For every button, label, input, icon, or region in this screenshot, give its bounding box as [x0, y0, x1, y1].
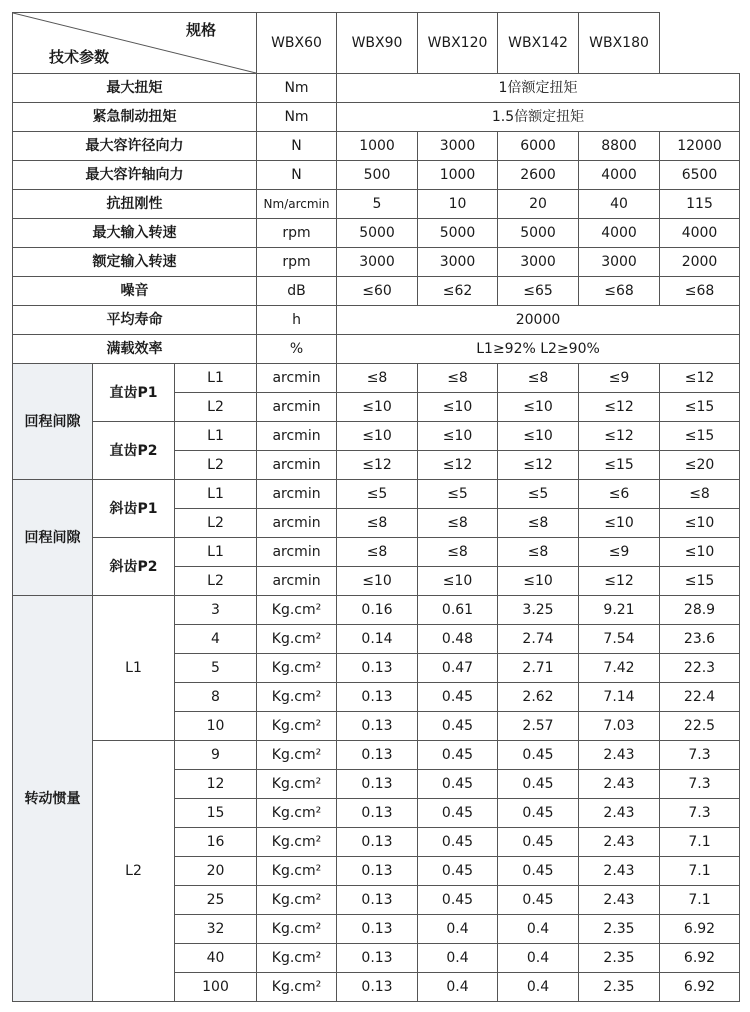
- backlash-value: ≤12: [418, 451, 498, 480]
- backlash-value: ≤9: [579, 538, 660, 567]
- inertia-unit: Kg.cm²: [257, 973, 337, 1002]
- backlash-unit: arcmin: [257, 509, 337, 538]
- backlash-row: [13, 364, 740, 393]
- backlash-group-label: 回程间隙: [13, 364, 93, 480]
- param-row: [13, 161, 740, 190]
- inertia-value: 0.4: [498, 944, 579, 973]
- inertia-unit: Kg.cm²: [257, 828, 337, 857]
- inertia-value: 6.92: [660, 944, 740, 973]
- inertia-unit: Kg.cm²: [257, 712, 337, 741]
- inertia-unit: Kg.cm²: [257, 741, 337, 770]
- backlash-value: ≤12: [498, 451, 579, 480]
- param-unit: Nm/arcmin: [257, 190, 337, 219]
- backlash-value: ≤8: [418, 364, 498, 393]
- inertia-value: 0.45: [418, 886, 498, 915]
- inertia-value: 0.45: [418, 799, 498, 828]
- backlash-value: ≤10: [337, 567, 418, 596]
- model-header: WBX180: [579, 13, 660, 74]
- param-name: 最大容许轴向力: [13, 161, 257, 190]
- param-row: [13, 74, 740, 103]
- param-row: [13, 132, 740, 161]
- backlash-row: [13, 480, 740, 509]
- inertia-value: 6.92: [660, 973, 740, 1002]
- inertia-value: 7.1: [660, 857, 740, 886]
- param-value: 3000: [418, 132, 498, 161]
- backlash-row: [13, 422, 740, 451]
- inertia-value: 0.13: [337, 973, 418, 1002]
- backlash-value: ≤10: [337, 393, 418, 422]
- stage-label: L1: [175, 538, 257, 567]
- param-value: 20: [498, 190, 579, 219]
- inertia-value: 0.13: [337, 857, 418, 886]
- model-header: WBX120: [418, 13, 498, 74]
- inertia-value: 7.3: [660, 799, 740, 828]
- gear-type-label: 斜齿P1: [93, 480, 175, 538]
- param-value: 12000: [660, 132, 740, 161]
- param-name: 最大扭矩: [13, 74, 257, 103]
- param-value: 40: [579, 190, 660, 219]
- inertia-row: [13, 741, 740, 770]
- param-name: 最大容许径向力: [13, 132, 257, 161]
- param-row: [13, 248, 740, 277]
- backlash-value: ≤10: [337, 422, 418, 451]
- param-value: 3000: [579, 248, 660, 277]
- param-value-merged: 1倍额定扭矩: [337, 74, 740, 103]
- inertia-value: 0.45: [418, 770, 498, 799]
- inertia-value: 2.35: [579, 915, 660, 944]
- backlash-value: ≤10: [660, 509, 740, 538]
- ratio-value: 100: [175, 973, 257, 1002]
- header-row: [13, 13, 740, 74]
- model-header: WBX60: [257, 13, 337, 74]
- inertia-value: 0.4: [498, 915, 579, 944]
- inertia-value: 2.43: [579, 886, 660, 915]
- param-value: 5000: [418, 219, 498, 248]
- param-value: 6500: [660, 161, 740, 190]
- ratio-value: 4: [175, 625, 257, 654]
- param-value: 6000: [498, 132, 579, 161]
- ratio-value: 10: [175, 712, 257, 741]
- inertia-unit: Kg.cm²: [257, 857, 337, 886]
- inertia-value: 2.35: [579, 973, 660, 1002]
- param-value: ≤68: [579, 277, 660, 306]
- param-unit: h: [257, 306, 337, 335]
- inertia-value: 0.45: [418, 683, 498, 712]
- param-row: [13, 277, 740, 306]
- backlash-value: ≤8: [498, 364, 579, 393]
- inertia-value: 2.62: [498, 683, 579, 712]
- param-value: 2600: [498, 161, 579, 190]
- inertia-value: 0.45: [418, 857, 498, 886]
- inertia-value: 0.13: [337, 683, 418, 712]
- ratio-value: 16: [175, 828, 257, 857]
- inertia-label: 转动惯量: [13, 596, 93, 1002]
- inertia-value: 23.6: [660, 625, 740, 654]
- param-name: 噪音: [13, 277, 257, 306]
- model-header: WBX90: [337, 13, 418, 74]
- stage-label: L1: [175, 364, 257, 393]
- param-value: 10: [418, 190, 498, 219]
- inertia-unit: Kg.cm²: [257, 654, 337, 683]
- inertia-value: 7.1: [660, 886, 740, 915]
- param-value-merged: 20000: [337, 306, 740, 335]
- backlash-value: ≤15: [660, 422, 740, 451]
- inertia-value: 7.14: [579, 683, 660, 712]
- backlash-value: ≤5: [498, 480, 579, 509]
- inertia-value: 7.42: [579, 654, 660, 683]
- inertia-value: 0.61: [418, 596, 498, 625]
- inertia-value: 7.3: [660, 770, 740, 799]
- param-value: ≤68: [660, 277, 740, 306]
- ratio-value: 8: [175, 683, 257, 712]
- inertia-value: 0.45: [498, 828, 579, 857]
- inertia-value: 2.35: [579, 944, 660, 973]
- backlash-value: ≤12: [337, 451, 418, 480]
- param-value: ≤62: [418, 277, 498, 306]
- param-unit: Nm: [257, 103, 337, 132]
- param-value-merged: 1.5倍额定扭矩: [337, 103, 740, 132]
- stage-label: L2: [175, 509, 257, 538]
- inertia-unit: Kg.cm²: [257, 683, 337, 712]
- inertia-unit: Kg.cm²: [257, 596, 337, 625]
- param-value: 2000: [660, 248, 740, 277]
- inertia-value: 22.5: [660, 712, 740, 741]
- param-row: [13, 219, 740, 248]
- param-value: 4000: [579, 161, 660, 190]
- stage-label: L2: [175, 451, 257, 480]
- inertia-value: 28.9: [660, 596, 740, 625]
- header-diagonal-cell: [13, 13, 257, 74]
- backlash-value: ≤12: [579, 422, 660, 451]
- ratio-value: 15: [175, 799, 257, 828]
- backlash-unit: arcmin: [257, 480, 337, 509]
- param-value: 1000: [418, 161, 498, 190]
- ratio-value: 32: [175, 915, 257, 944]
- backlash-value: ≤20: [660, 451, 740, 480]
- inertia-value: 2.43: [579, 770, 660, 799]
- param-unit: N: [257, 132, 337, 161]
- inertia-value: 22.3: [660, 654, 740, 683]
- inertia-value: 7.03: [579, 712, 660, 741]
- param-value: 3000: [498, 248, 579, 277]
- param-name: 额定输入转速: [13, 248, 257, 277]
- inertia-value: 2.57: [498, 712, 579, 741]
- param-value: 115: [660, 190, 740, 219]
- inertia-value: 0.13: [337, 944, 418, 973]
- inertia-value: 0.4: [498, 973, 579, 1002]
- param-unit: rpm: [257, 219, 337, 248]
- inertia-value: 0.45: [498, 799, 579, 828]
- param-name: 满载效率: [13, 335, 257, 364]
- inertia-value: 0.4: [418, 944, 498, 973]
- ratio-value: 25: [175, 886, 257, 915]
- backlash-value: ≤8: [337, 509, 418, 538]
- inertia-value: 0.13: [337, 712, 418, 741]
- ratio-value: 40: [175, 944, 257, 973]
- gear-type-label: 直齿P2: [93, 422, 175, 480]
- inertia-value: 0.47: [418, 654, 498, 683]
- inertia-value: 0.45: [498, 741, 579, 770]
- spec-label: 规格: [186, 21, 217, 39]
- stage-label: L1: [175, 480, 257, 509]
- backlash-value: ≤8: [660, 480, 740, 509]
- backlash-value: ≤8: [498, 538, 579, 567]
- inertia-value: 0.45: [418, 712, 498, 741]
- inertia-value: 0.13: [337, 654, 418, 683]
- inertia-unit: Kg.cm²: [257, 886, 337, 915]
- backlash-value: ≤15: [660, 393, 740, 422]
- inertia-value: 0.13: [337, 799, 418, 828]
- backlash-value: ≤10: [498, 567, 579, 596]
- inertia-unit: Kg.cm²: [257, 770, 337, 799]
- backlash-value: ≤10: [418, 422, 498, 451]
- param-unit: %: [257, 335, 337, 364]
- inertia-value: 0.4: [418, 915, 498, 944]
- inertia-value: 0.45: [498, 770, 579, 799]
- gear-type-label: 直齿P1: [93, 364, 175, 422]
- backlash-unit: arcmin: [257, 393, 337, 422]
- param-row: [13, 103, 740, 132]
- backlash-value: ≤10: [418, 393, 498, 422]
- param-value: 1000: [337, 132, 418, 161]
- backlash-value: ≤12: [579, 393, 660, 422]
- backlash-value: ≤5: [418, 480, 498, 509]
- inertia-value: 0.13: [337, 915, 418, 944]
- backlash-unit: arcmin: [257, 364, 337, 393]
- ratio-value: 20: [175, 857, 257, 886]
- backlash-value: ≤8: [418, 538, 498, 567]
- backlash-value: ≤8: [498, 509, 579, 538]
- param-value: 5000: [337, 219, 418, 248]
- backlash-value: ≤12: [579, 567, 660, 596]
- backlash-value: ≤15: [660, 567, 740, 596]
- backlash-value: ≤8: [418, 509, 498, 538]
- inertia-value: 0.13: [337, 741, 418, 770]
- backlash-value: ≤10: [498, 422, 579, 451]
- inertia-value: 7.1: [660, 828, 740, 857]
- inertia-unit: Kg.cm²: [257, 625, 337, 654]
- inertia-value: 9.21: [579, 596, 660, 625]
- inertia-value: 0.14: [337, 625, 418, 654]
- backlash-unit: arcmin: [257, 422, 337, 451]
- backlash-group-label: 回程间隙: [13, 480, 93, 596]
- param-row: [13, 190, 740, 219]
- inertia-value: 22.4: [660, 683, 740, 712]
- inertia-value: 0.45: [498, 886, 579, 915]
- param-value: 8800: [579, 132, 660, 161]
- inertia-value: 6.92: [660, 915, 740, 944]
- param-name: 抗扭刚性: [13, 190, 257, 219]
- param-value: 5: [337, 190, 418, 219]
- param-value: ≤65: [498, 277, 579, 306]
- inertia-value: 0.13: [337, 770, 418, 799]
- backlash-value: ≤8: [337, 364, 418, 393]
- inertia-unit: Kg.cm²: [257, 799, 337, 828]
- backlash-unit: arcmin: [257, 538, 337, 567]
- ratio-value: 9: [175, 741, 257, 770]
- param-unit: N: [257, 161, 337, 190]
- backlash-value: ≤6: [579, 480, 660, 509]
- backlash-unit: arcmin: [257, 567, 337, 596]
- param-unit: rpm: [257, 248, 337, 277]
- param-name: 最大输入转速: [13, 219, 257, 248]
- inertia-value: 7.54: [579, 625, 660, 654]
- param-value: 500: [337, 161, 418, 190]
- inertia-value: 2.43: [579, 799, 660, 828]
- backlash-value: ≤10: [498, 393, 579, 422]
- backlash-value: ≤12: [660, 364, 740, 393]
- param-row: [13, 335, 740, 364]
- backlash-unit: arcmin: [257, 451, 337, 480]
- inertia-value: 2.74: [498, 625, 579, 654]
- stage-label: L2: [175, 393, 257, 422]
- inertia-value: 0.48: [418, 625, 498, 654]
- param-value: 4000: [660, 219, 740, 248]
- inertia-value: 3.25: [498, 596, 579, 625]
- inertia-stage-label: L1: [93, 596, 175, 741]
- param-unit: dB: [257, 277, 337, 306]
- param-value: 3000: [418, 248, 498, 277]
- param-name: 紧急制动扭矩: [13, 103, 257, 132]
- backlash-row: [13, 538, 740, 567]
- param-unit: Nm: [257, 74, 337, 103]
- backlash-value: ≤10: [579, 509, 660, 538]
- param-row: [13, 306, 740, 335]
- inertia-value: 0.13: [337, 886, 418, 915]
- param-value: 5000: [498, 219, 579, 248]
- model-header: WBX142: [498, 13, 579, 74]
- inertia-value: 0.4: [418, 973, 498, 1002]
- ratio-value: 12: [175, 770, 257, 799]
- inertia-value: 2.43: [579, 741, 660, 770]
- spec-table: [12, 12, 740, 1002]
- backlash-value: ≤8: [337, 538, 418, 567]
- backlash-value: ≤10: [418, 567, 498, 596]
- inertia-value: 2.71: [498, 654, 579, 683]
- inertia-row: [13, 596, 740, 625]
- param-value-merged: L1≥92% L2≥90%: [337, 335, 740, 364]
- ratio-value: 3: [175, 596, 257, 625]
- inertia-value: 2.43: [579, 857, 660, 886]
- stage-label: L2: [175, 567, 257, 596]
- spec-table-body: [13, 13, 740, 1002]
- gear-type-label: 斜齿P2: [93, 538, 175, 596]
- backlash-value: ≤5: [337, 480, 418, 509]
- backlash-value: ≤9: [579, 364, 660, 393]
- inertia-unit: Kg.cm²: [257, 944, 337, 973]
- param-value: 4000: [579, 219, 660, 248]
- inertia-value: 0.45: [418, 741, 498, 770]
- param-value: ≤60: [337, 277, 418, 306]
- inertia-value: 2.43: [579, 828, 660, 857]
- backlash-value: ≤15: [579, 451, 660, 480]
- inertia-value: 0.45: [498, 857, 579, 886]
- stage-label: L1: [175, 422, 257, 451]
- ratio-value: 5: [175, 654, 257, 683]
- inertia-stage-label: L2: [93, 741, 175, 1002]
- backlash-value: ≤10: [660, 538, 740, 567]
- inertia-value: 0.13: [337, 828, 418, 857]
- inertia-value: 0.45: [418, 828, 498, 857]
- param-label: 技术参数: [49, 48, 110, 66]
- param-value: 3000: [337, 248, 418, 277]
- inertia-value: 7.3: [660, 741, 740, 770]
- param-name: 平均寿命: [13, 306, 257, 335]
- inertia-value: 0.16: [337, 596, 418, 625]
- inertia-unit: Kg.cm²: [257, 915, 337, 944]
